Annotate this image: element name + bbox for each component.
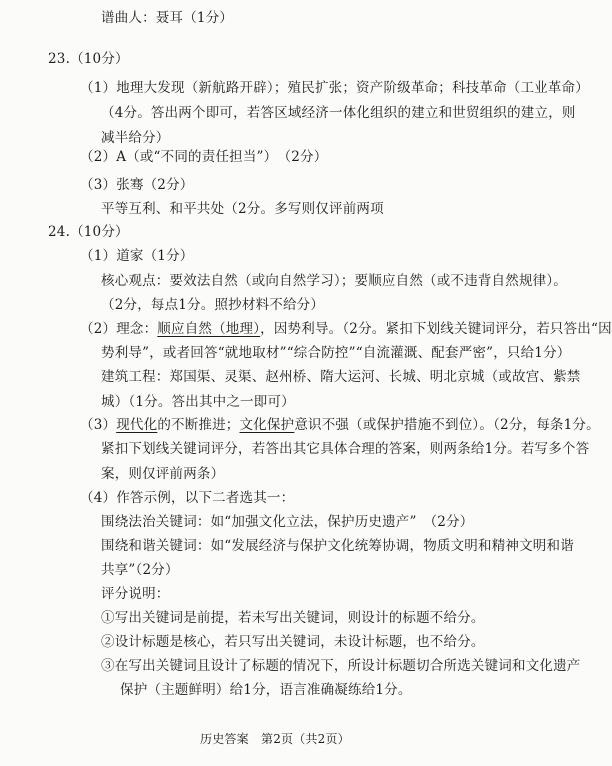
q24-part3-line2: 紧扣下划线关键词评分，若答出其它具体合理的答案，则两条给1分。若写多个答: [101, 441, 590, 457]
scoring-rule-3-line1: ③在写出关键词且设计了标题的情况下，所设计标题切合所选关键词和文化遗产: [101, 658, 581, 674]
keyword-underlined-culture-protection: 文化保护: [239, 417, 295, 433]
q23-part1-line3: 减半给分）: [101, 130, 170, 146]
q24-part3-line3: 案，则仅评前两条）: [101, 466, 225, 482]
q24-part2-line1: [80, 320, 612, 338]
q23-heading: 23.（10分）: [48, 51, 129, 67]
q24-part2-prefix: （2）理念：: [80, 321, 158, 337]
q23-part2: （2）A（或“不同的责任担当”） （2分）: [80, 149, 328, 165]
scoring-rule-3-line2: 保护（主题鲜明）给1分，语言准确凝练给1分。: [120, 682, 412, 698]
q24-part2-rest: ，因势利导。（2分。紧扣下划线关键词评分，若只答出“因: [260, 321, 612, 337]
q23-part1-line2: （4分。答出两个即可，若答区域经济一体化组织的建立和世贸组织的建立，则: [101, 105, 576, 121]
q24-part4: （4）作答示例，以下二者选其一：: [80, 490, 295, 506]
q24-part1-line2: 核心观点：要效法自然（或向自然学习）；要顺应自然（或不违背自然规律）。: [101, 273, 567, 289]
q24-part3-rest: 意识不强（或保护措施不到位）。（2分，每条1分。: [294, 417, 600, 433]
q24-part2-line2: 势利导”，或者回答“就地取材”“综合防控”“自流灌溉、配套严密”，只给1分）: [101, 345, 571, 361]
q24-part4-option-harmony: 围绕和谐关键词：如“发展经济与保护文化统筹协调，物质文明和精神文明和谐: [101, 538, 574, 554]
q24-part3-line1: [80, 416, 600, 434]
keyword-underlined-modernization: 现代化: [116, 417, 158, 433]
keyword-underlined-nature: 顺应自然（地理）: [157, 321, 261, 337]
q24-part1-line3: （2分，每点1分。照抄材料不给分）: [101, 297, 325, 313]
page-footer: 历史答案 第2页（共2页）: [200, 732, 350, 746]
scoring-rule-2: ②设计标题是核心，若只写出关键词，未设计标题，也不给分。: [101, 634, 485, 650]
q24-part3-prefix: （3）: [80, 417, 117, 433]
q23-part3-line2: 平等互利、和平共处（2分。多写则仅评前两项: [101, 201, 384, 217]
q24-part4-option-harmony-cont: 共享”（2分）: [101, 562, 179, 578]
scoring-rule-1: ①写出关键词是前提，若未写出关键词，则设计的标题不给分。: [101, 610, 485, 626]
q24-part2-line4: 城）（1分。答出其中之一即可）: [101, 394, 295, 410]
q23-part3: （3）张骞（2分）: [80, 177, 194, 193]
q24-part3-mid: 的不断推进；: [157, 417, 240, 433]
q24-part4-option-law: 围绕法治关键词：如“加强文化立法，保护历史遗产” （2分）: [101, 514, 474, 530]
q24-heading: 24.（10分）: [48, 224, 129, 240]
composer-line: 谱曲人：聂耳（1分）: [101, 10, 234, 26]
scoring-title: 评分说明：: [101, 586, 170, 602]
q23-part1-line1: （1）地理大发现（新航路开辟）；殖民扩张；资产阶级革命；科技革命（工业革命）: [80, 80, 589, 96]
q24-part1: （1）道家（1分）: [80, 248, 194, 264]
q24-part2-line3: 建筑工程：郑国渠、灵渠、赵州桥、隋大运河、长城、明北京城（或故宫、紫禁: [101, 369, 581, 385]
